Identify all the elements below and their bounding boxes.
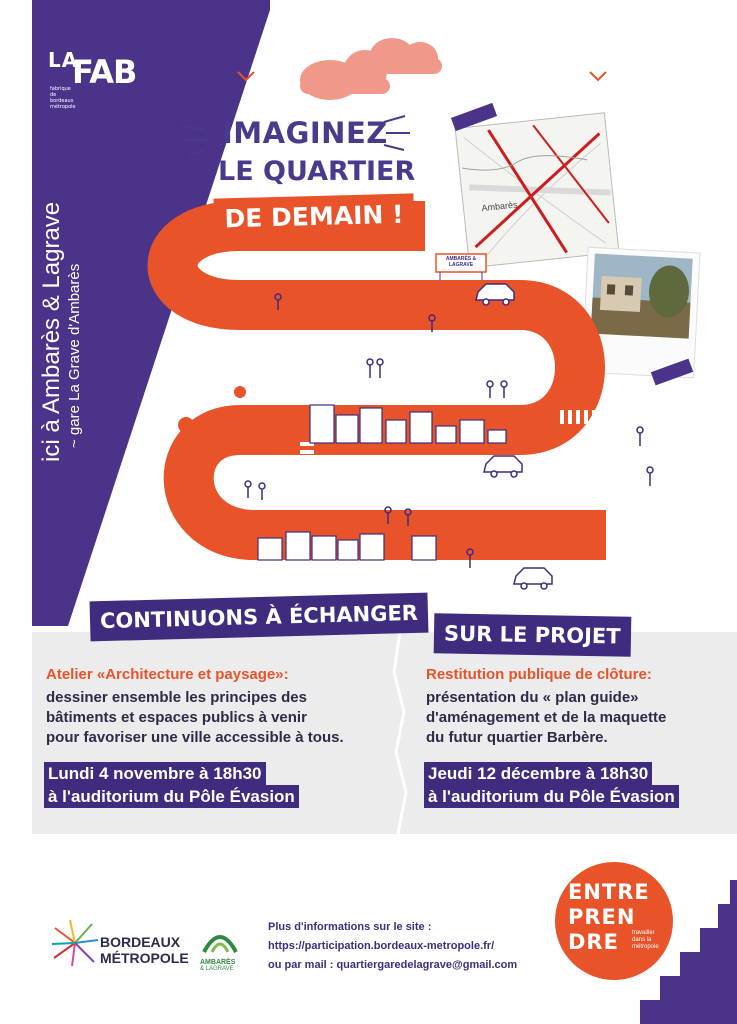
- info-mail[interactable]: ou par mail : quartiergaredelagrave@gmail.com: [268, 959, 518, 971]
- torn-divider: [380, 632, 420, 834]
- headline-line1: IMAGINEZ: [222, 116, 388, 150]
- cloud-icon: [300, 38, 442, 100]
- car-icon: [484, 456, 522, 477]
- entreprendre-text: ENTRE PREN DRE: [568, 880, 650, 954]
- location-line2: ~ gare La Grave d'Ambarès: [66, 263, 83, 448]
- left-event-title: Atelier «Architecture et paysage»:: [46, 666, 289, 683]
- car-icon: [514, 568, 552, 589]
- banner-line2: SUR LE PROJET: [434, 613, 631, 656]
- ambares-emblem-icon: [200, 922, 240, 954]
- headline-line3: DE DEMAIN !: [224, 199, 404, 234]
- station-sign-text: AMBARÈS & LAGRAVE: [445, 256, 477, 268]
- left-event-body: dessiner ensemble les principes des bâtiments et espaces publics à venir pour favoriser une ville accessible à tous.: [46, 689, 344, 746]
- map-image: [455, 113, 619, 268]
- right-event-body: présentation du « plan guide» d'aménagement et de la maquette du futur quartier Barbère.: [426, 689, 667, 746]
- chevron-icon: [590, 72, 606, 80]
- bordeaux-metropole-label: BORDEAUX MÉTROPOLE: [100, 934, 189, 966]
- right-event-title: Restitution publique de clôture:: [426, 666, 652, 683]
- chevron-icon: [238, 72, 254, 80]
- entreprendre-tagline: travailler dans la métropole: [632, 930, 659, 950]
- info-url[interactable]: https://participation.bordeaux-metropole.fr/: [268, 940, 495, 952]
- svg-text:Ambarès: Ambarès: [481, 199, 518, 214]
- contact-info: [268, 918, 517, 975]
- bordeaux-metropole-logo: [50, 918, 100, 968]
- right-event-date: Jeudi 12 décembre à 18h30 à l'auditorium du Pôle Évasion: [424, 762, 679, 808]
- headline-line2: LE QUARTIER: [218, 156, 416, 187]
- info-title: Plus d'informations sur le site :: [268, 921, 432, 933]
- location-line1: ici à Ambarès & Lagrave: [38, 201, 65, 462]
- ambares-logo: AMBARÈS & LAGRAVE: [200, 922, 240, 972]
- road: [173, 226, 607, 535]
- banner-line1: CONTINUONS À ÉCHANGER: [90, 593, 429, 642]
- lafab-logo: LA FAB fabrique de bordeaux métropole: [48, 48, 137, 110]
- left-event-date: Lundi 4 novembre à 18h30 à l'auditorium du Pôle Évasion: [44, 762, 299, 808]
